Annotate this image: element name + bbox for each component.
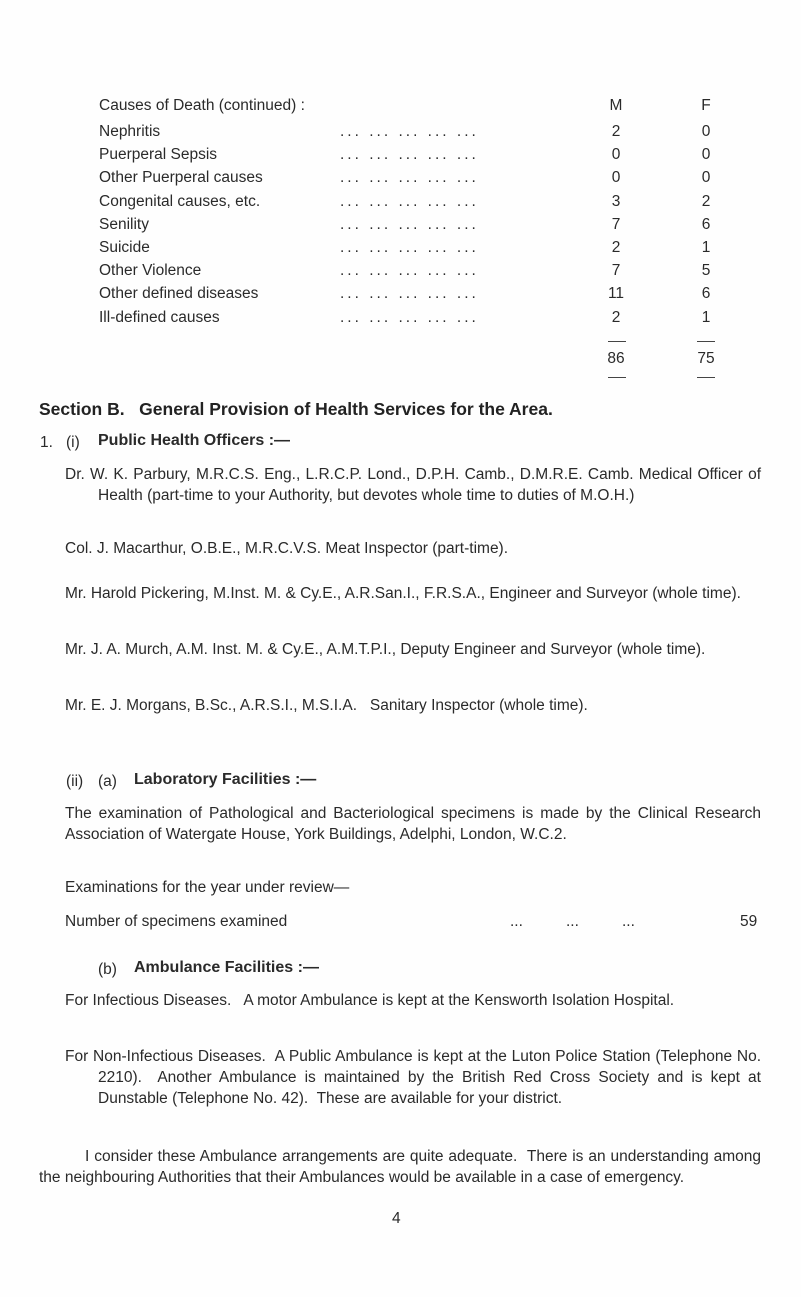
cause-label: Senility <box>99 216 149 233</box>
ambulance-infectious: For Infectious Diseases. A motor Ambulance is kept at the Kensworth Isolation Hospital. <box>65 992 675 1009</box>
item-sub-i: (i) <box>66 434 80 451</box>
column-header-f: F <box>701 97 711 114</box>
cause-label: Suicide <box>99 239 150 256</box>
leader-dots: ... ... ... ... ... <box>340 239 479 256</box>
cell-m: 2 <box>611 309 621 326</box>
leader-dots: ... ... ... ... ... <box>340 285 479 302</box>
officer-entry: Mr. E. J. Morgans, B.Sc., A.R.S.I., M.S.I.A. Sanitary Inspector (whole time). <box>65 697 588 714</box>
total-f: 75 <box>697 350 715 367</box>
subtotal-rule-f <box>697 341 715 342</box>
page-number: 4 <box>392 1210 401 1227</box>
table-row <box>0 215 801 235</box>
leader-dots: ... ... ... ... ... <box>340 216 479 233</box>
cell-m: 0 <box>611 146 621 163</box>
cell-m: 0 <box>611 169 621 186</box>
leader-dots: ... ... ... ... ... <box>340 309 479 326</box>
cell-f: 0 <box>701 146 711 163</box>
cause-label: Other defined diseases <box>99 285 259 302</box>
cell-f: 1 <box>701 239 711 256</box>
leader-dots: ... ... ... ... ... <box>340 262 479 279</box>
leader-dots: ... ... ... ... ... <box>340 169 479 186</box>
cause-label: Ill-defined causes <box>99 309 220 326</box>
leader-dots: ... ... ... ... ... <box>340 123 479 140</box>
item-sub-a: (a) <box>98 773 117 790</box>
item-sub-ii: (ii) <box>66 773 84 790</box>
total-rule-f <box>697 377 715 378</box>
section-title: Section B. General Provision of Health Services for the Area. <box>39 399 553 419</box>
cell-m: 3 <box>611 193 621 210</box>
cell-f: 6 <box>701 285 711 302</box>
cell-f: 5 <box>701 262 711 279</box>
cause-label: Other Violence <box>99 262 202 279</box>
cell-m: 2 <box>611 239 621 256</box>
officer-entry: Dr. W. K. Parbury, M.R.C.S. Eng., L.R.C.P. Lond., D.P.H. Camb., D.M.R.E. Camb. Medical Officer of Health (part-time to your Authority, but devotes whole time to duties of M.O.H.) <box>65 466 761 504</box>
officer-entry: Mr. Harold Pickering, M.Inst. M. & Cy.E., A.R.San.I., F.R.S.A., Engineer and Surveyor (whole time). <box>65 585 741 602</box>
total-rule-m <box>608 377 626 378</box>
column-header-m: M <box>609 97 623 114</box>
table-row <box>0 238 801 258</box>
officers-heading: Public Health Officers :— <box>98 432 291 449</box>
ambulance-non-infectious: For Non-Infectious Diseases. A Public Ambulance is kept at the Luton Police Station (Telephone No. 2210). Another Ambulance is maintained by the British Red Cross Society and is kept at Dunstable (Telephone No. 42). These are available for your district. <box>65 1048 766 1107</box>
item-number: 1. <box>40 434 53 451</box>
cell-m: 7 <box>611 216 621 233</box>
cause-label: Puerperal Sepsis <box>99 146 218 163</box>
cell-m: 2 <box>611 123 621 140</box>
cause-label: Congenital causes, etc. <box>99 193 261 210</box>
ambulance-heading: Ambulance Facilities :— <box>134 959 319 976</box>
conclusion-paragraph: I consider these Ambulance arrangements are quite adequate. There is an understanding among the neighbouring Authorities that their Ambulances would be available in a case of emergency. <box>39 1148 766 1186</box>
table-row <box>0 308 801 328</box>
officer-entry: Mr. J. A. Murch, A.M. Inst. M. & Cy.E., A.M.T.P.I., Deputy Engineer and Surveyor (whole time). <box>65 641 706 658</box>
cell-f: 0 <box>701 123 711 140</box>
table-row <box>0 261 801 281</box>
leader-dots: ... ... ... ... ... <box>340 146 479 163</box>
total-m: 86 <box>607 350 625 367</box>
leader-dots: ... ... ... ... ... <box>340 193 479 210</box>
item-sub-b: (b) <box>98 961 117 978</box>
specimens-dots: ... ... ... <box>510 913 635 930</box>
laboratory-text: The examination of Pathological and Bacteriological specimens is made by the Clinical Research Association of Watergate House, York Buildings, Adelphi, London, W.C.2. <box>65 805 761 843</box>
cell-f: 6 <box>701 216 711 233</box>
table-row <box>0 168 801 188</box>
cause-label: Other Puerperal causes <box>99 169 263 186</box>
table-row <box>0 145 801 165</box>
table-row <box>0 284 801 304</box>
cell-m: 11 <box>607 285 625 302</box>
table-row <box>0 192 801 212</box>
cell-m: 7 <box>611 262 621 279</box>
examinations-label: Examinations for the year under review— <box>65 879 350 896</box>
cell-f: 1 <box>701 309 711 326</box>
cell-f: 2 <box>701 193 711 210</box>
specimens-label: Number of specimens examined <box>65 913 288 930</box>
table-header-label: Causes of Death (continued) : <box>99 97 305 114</box>
cell-f: 0 <box>701 169 711 186</box>
cause-label: Nephritis <box>99 123 161 140</box>
subtotal-rule-m <box>608 341 626 342</box>
table-row <box>0 122 801 142</box>
specimens-value: 59 <box>740 913 758 930</box>
laboratory-heading: Laboratory Facilities :— <box>134 771 317 788</box>
officer-entry: Col. J. Macarthur, O.B.E., M.R.C.V.S. Meat Inspector (part-time). <box>65 540 509 557</box>
